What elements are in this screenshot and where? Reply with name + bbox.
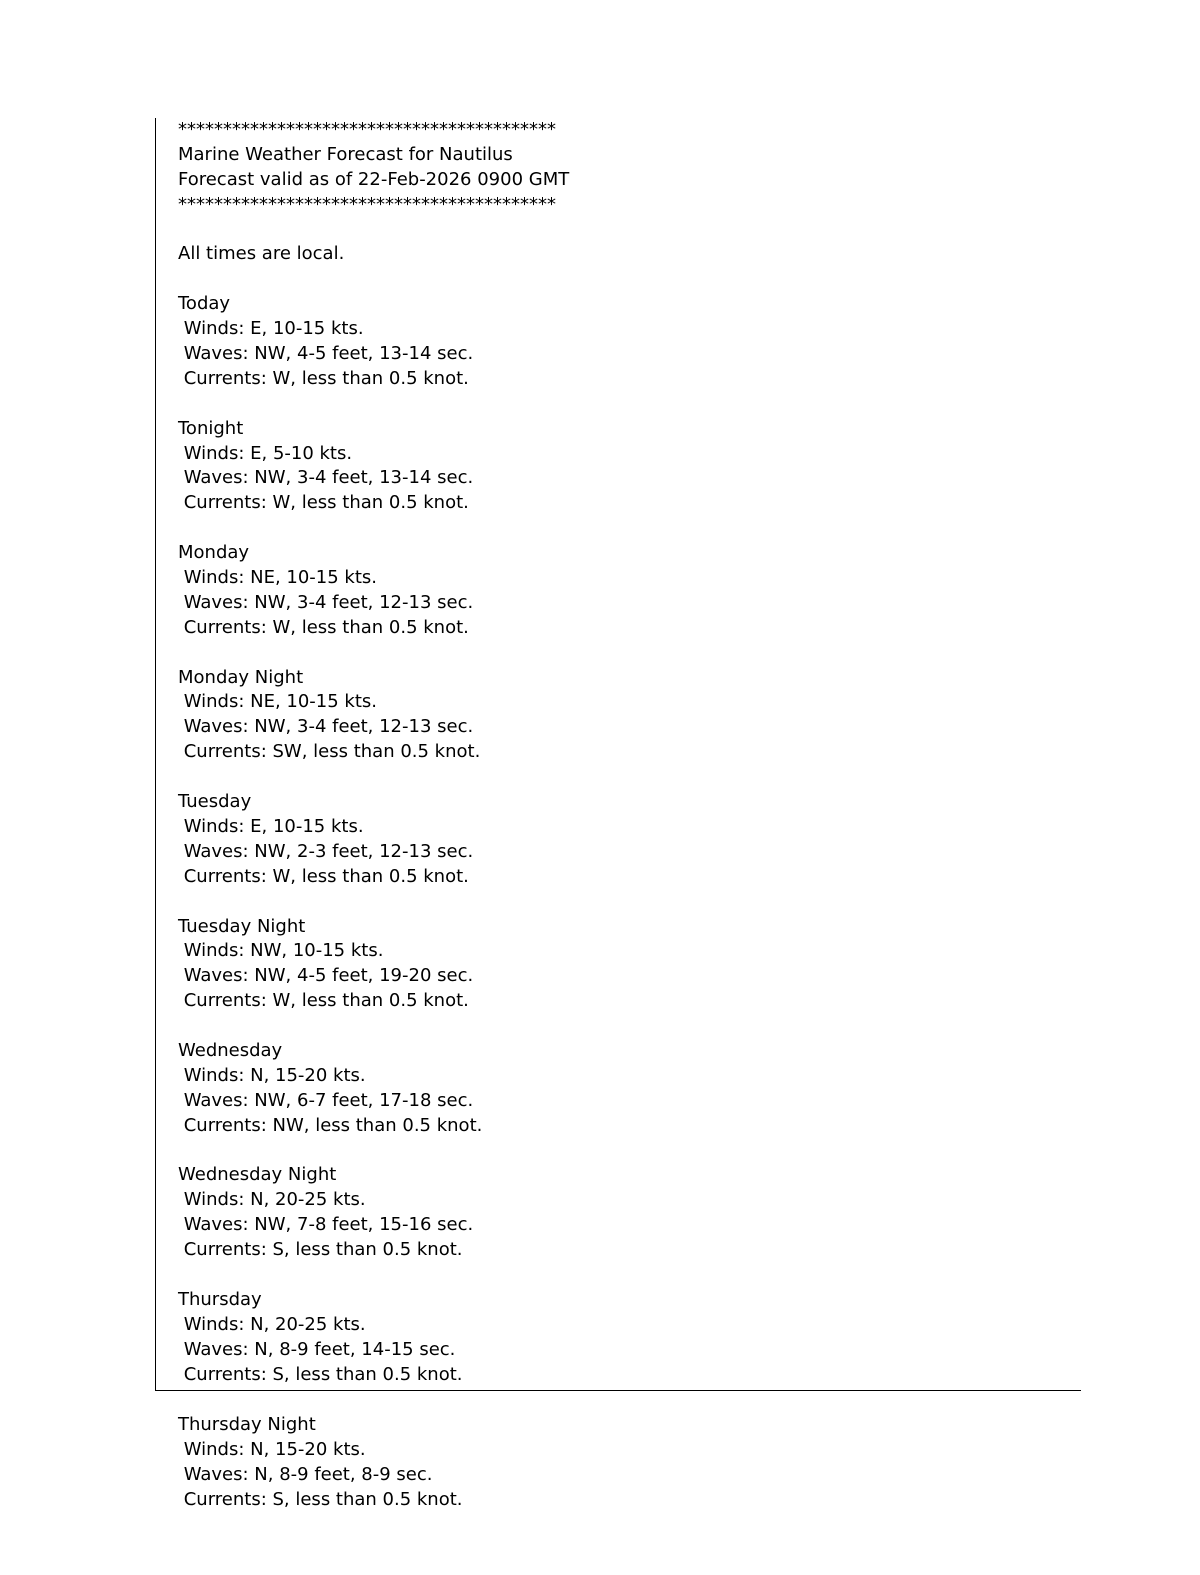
forecast-continuation (178, 1413, 463, 1513)
forecast-period (178, 915, 1081, 1015)
forecast-period (178, 1413, 463, 1513)
period-waves: Waves: NW, 6-7 feet, 17-18 sec. (178, 1089, 474, 1111)
period-name: Wednesday (178, 1039, 283, 1061)
period-name: Monday Night (178, 666, 304, 688)
period-name: Thursday (178, 1288, 262, 1310)
forecast-period (178, 1039, 1081, 1139)
forecast-period (178, 541, 1081, 641)
period-currents: Currents: S, less than 0.5 knot. (178, 1363, 463, 1385)
period-waves: Waves: NW, 3-4 feet, 12-13 sec. (178, 716, 474, 738)
forecast-period (178, 417, 1081, 517)
period-currents: Currents: S, less than 0.5 knot. (178, 1488, 463, 1510)
period-waves: Waves: N, 8-9 feet, 8-9 sec. (178, 1463, 433, 1485)
forecast-box (155, 118, 1081, 1391)
period-currents: Currents: W, less than 0.5 knot. (178, 367, 469, 389)
period-name: Tuesday (178, 791, 252, 813)
period-waves: Waves: N, 8-9 feet, 14-15 sec. (178, 1338, 456, 1360)
period-currents: Currents: S, less than 0.5 knot. (178, 1239, 463, 1261)
period-winds: Winds: NE, 10-15 kts. (178, 691, 378, 713)
period-waves: Waves: NW, 4-5 feet, 13-14 sec. (178, 343, 474, 365)
period-name: Wednesday Night (178, 1164, 337, 1186)
period-winds: Winds: N, 20-25 kts. (178, 1313, 366, 1335)
period-waves: Waves: NW, 7-8 feet, 15-16 sec. (178, 1214, 474, 1236)
forecast-period (178, 1288, 1081, 1388)
period-winds: Winds: N, 15-20 kts. (178, 1438, 366, 1460)
period-winds: Winds: E, 10-15 kts. (178, 815, 364, 837)
forecast-period (178, 1163, 1081, 1263)
period-name: Monday (178, 542, 250, 564)
period-currents: Currents: W, less than 0.5 knot. (178, 492, 469, 514)
period-currents: Currents: W, less than 0.5 knot. (178, 865, 469, 887)
period-name: Tuesday Night (178, 915, 306, 937)
period-winds: Winds: NE, 10-15 kts. (178, 567, 378, 589)
period-winds: Winds: E, 10-15 kts. (178, 318, 364, 340)
rule-bottom: ****************************************** (178, 193, 556, 215)
period-name: Tonight (178, 417, 244, 439)
forecast-valid: Forecast valid as of 22-Feb-2026 0900 GMT (178, 168, 570, 190)
period-name: Today (178, 293, 231, 315)
period-waves: Waves: NW, 2-3 feet, 12-13 sec. (178, 840, 474, 862)
period-currents: Currents: W, less than 0.5 knot. (178, 990, 469, 1012)
forecast-period (178, 666, 1081, 766)
period-waves: Waves: NW, 4-5 feet, 19-20 sec. (178, 965, 474, 987)
period-waves: Waves: NW, 3-4 feet, 13-14 sec. (178, 467, 474, 489)
period-currents: Currents: NW, less than 0.5 knot. (178, 1114, 483, 1136)
times-note: All times are local. (178, 243, 345, 265)
forecast-title: Marine Weather Forecast for Nautilus (178, 143, 513, 165)
forecast-period (178, 790, 1081, 890)
period-waves: Waves: NW, 3-4 feet, 12-13 sec. (178, 591, 474, 613)
period-currents: Currents: W, less than 0.5 knot. (178, 616, 469, 638)
rule-top: ****************************************** (178, 119, 556, 140)
period-winds: Winds: N, 20-25 kts. (178, 1189, 366, 1211)
period-winds: Winds: NW, 10-15 kts. (178, 940, 384, 962)
period-winds: Winds: N, 15-20 kts. (178, 1064, 366, 1086)
period-currents: Currents: SW, less than 0.5 knot. (178, 741, 481, 763)
period-name: Thursday Night (178, 1414, 316, 1435)
forecast-period (178, 292, 1081, 392)
period-winds: Winds: E, 5-10 kts. (178, 442, 353, 464)
